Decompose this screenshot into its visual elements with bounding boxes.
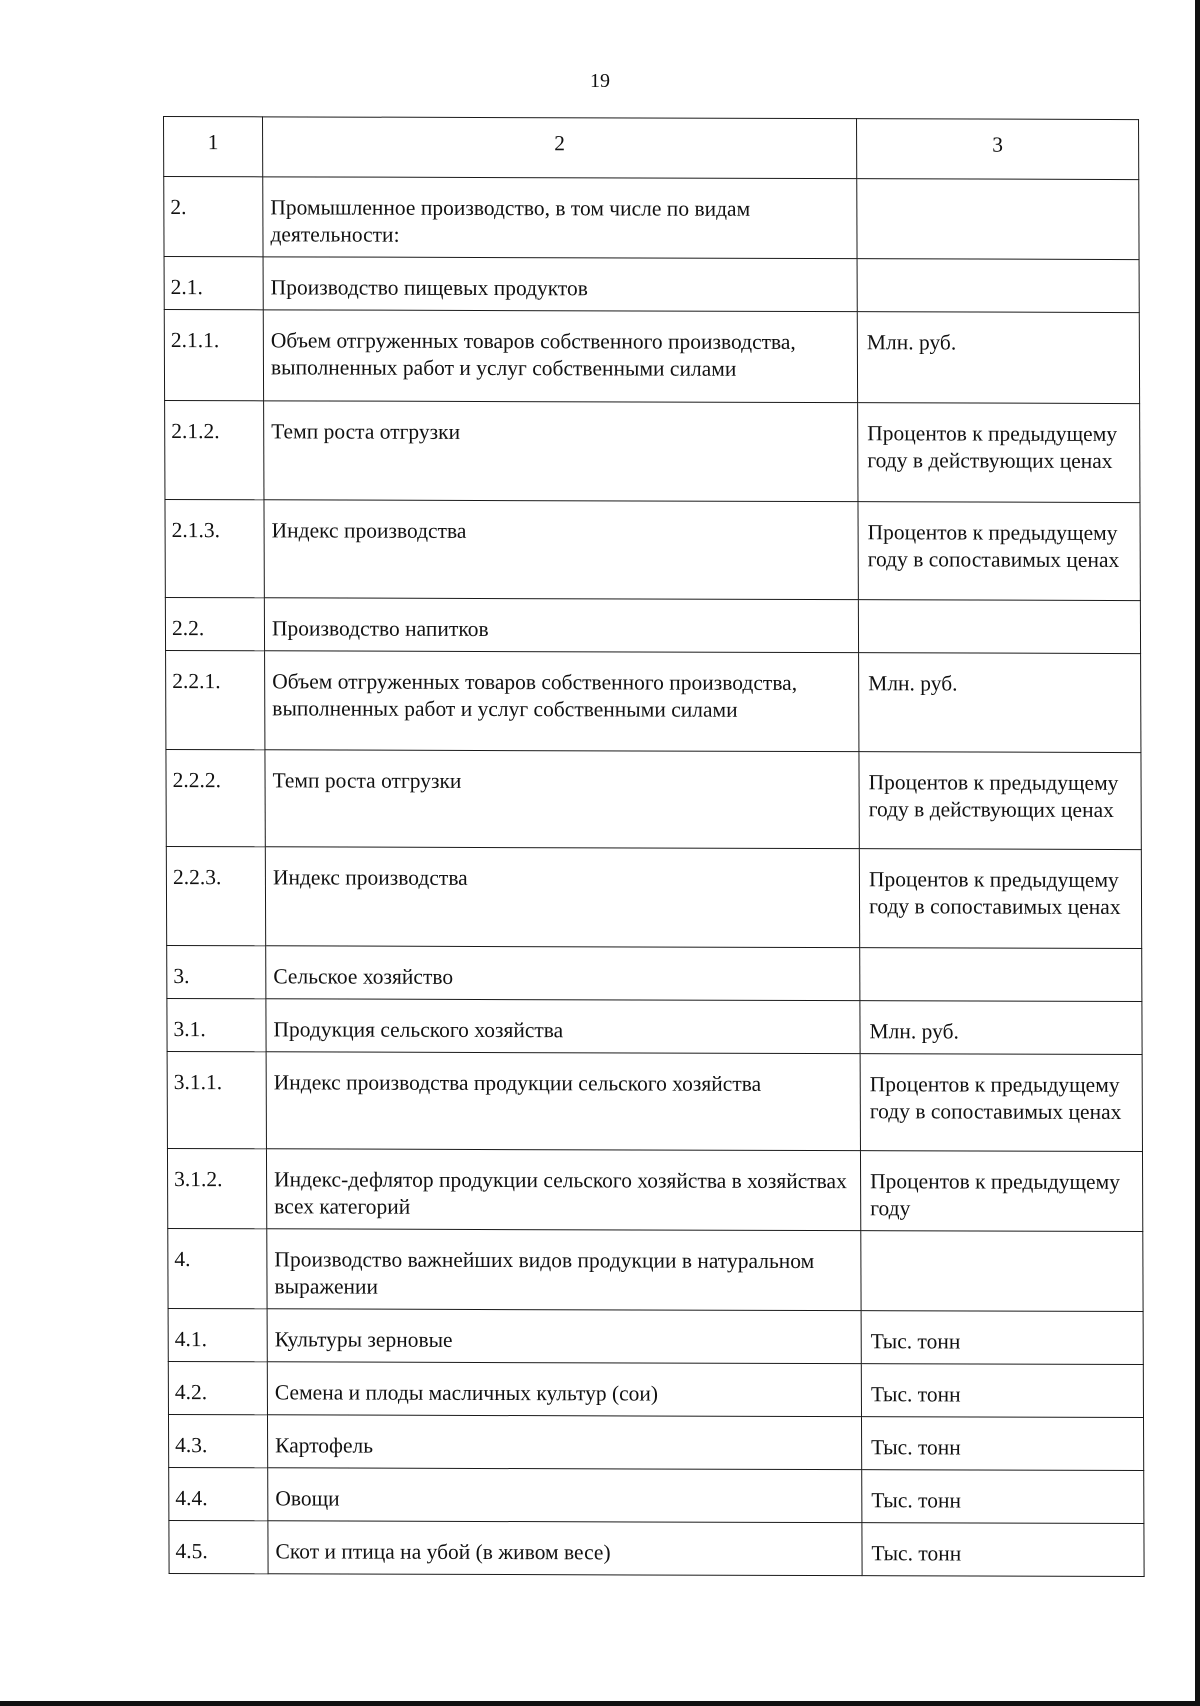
row-indicator-cell: Индекс производства продукции сельского хозяйства — [266, 1052, 860, 1151]
table-row — [165, 597, 1140, 653]
row-number-cell: 4.5. — [169, 1520, 268, 1573]
row-unit-cell — [861, 1231, 1143, 1312]
page-edge-right — [1195, 0, 1200, 1706]
row-number-cell: 2.2.3. — [166, 846, 265, 945]
row-unit-cell: Тыс. тонн — [861, 1417, 1143, 1471]
table-row — [167, 1148, 1142, 1231]
table-row — [164, 177, 1139, 260]
table-row — [168, 1308, 1143, 1364]
row-number-cell: 4.3. — [168, 1414, 267, 1467]
row-number-cell: 2.2. — [165, 597, 264, 650]
row-indicator-cell: Сельское хозяйство — [266, 946, 860, 1001]
row-unit-cell: Процентов к предыдущему году в сопоставимых ценах — [860, 1054, 1142, 1152]
row-number-cell: 4.2. — [168, 1361, 267, 1414]
row-indicator-cell: Темп роста отгрузки — [265, 750, 859, 849]
row-number-cell: 2.2.2. — [166, 749, 265, 846]
row-unit-cell: Тыс. тонн — [862, 1470, 1144, 1524]
row-indicator-cell: Производство напитков — [264, 598, 858, 653]
row-number-cell: 3.1.1. — [167, 1051, 266, 1148]
row-indicator-cell: Производство важнейших видов продукции в натуральном выражении — [267, 1229, 861, 1311]
row-number-cell: 2.2.1. — [166, 650, 265, 749]
header-cell-unit: 3 — [857, 119, 1139, 180]
row-unit-cell: Процентов к предыдущему году — [860, 1151, 1142, 1232]
row-unit-cell: Млн. руб. — [860, 1001, 1142, 1055]
row-unit-cell: Процентов к предыдущему году в сопоставимых ценах — [859, 849, 1141, 949]
table-row — [167, 998, 1142, 1054]
row-number-cell: 4.1. — [168, 1308, 267, 1361]
row-number-cell: 2.1.1. — [164, 310, 263, 401]
table-row — [168, 1414, 1143, 1470]
indicators-table-wrapper — [163, 116, 1144, 1577]
row-number-cell: 2.1.3. — [165, 499, 264, 597]
row-number-cell: 3.1.2. — [167, 1148, 266, 1228]
row-indicator-cell: Объем отгруженных товаров собственного производства, выполненных работ и услуг собственными силами — [263, 310, 857, 403]
row-unit-cell: Процентов к предыдущему году в действующих ценах — [859, 752, 1141, 850]
row-number-cell: 2. — [164, 177, 263, 257]
page-number: 19 — [590, 70, 610, 92]
row-unit-cell: Млн. руб. — [857, 312, 1139, 404]
table-row — [167, 1051, 1142, 1151]
row-number-cell: 4. — [168, 1228, 267, 1308]
row-indicator-cell: Овощи — [268, 1468, 862, 1523]
row-unit-cell: Тыс. тонн — [862, 1523, 1144, 1577]
row-indicator-cell: Картофель — [267, 1415, 861, 1470]
row-unit-cell — [858, 600, 1140, 654]
table-row — [167, 945, 1142, 1001]
indicators-table — [163, 116, 1145, 1577]
row-unit-cell: Процентов к предыдущему году в действующих ценах — [858, 403, 1140, 503]
row-unit-cell — [860, 948, 1142, 1002]
row-number-cell: 3.1. — [167, 998, 266, 1051]
table-row — [169, 1520, 1144, 1576]
row-number-cell: 4.4. — [169, 1467, 268, 1520]
table-row — [169, 1467, 1144, 1523]
row-indicator-cell: Темп роста отгрузки — [264, 401, 858, 502]
table-row — [166, 846, 1141, 948]
row-indicator-cell: Индекс производства — [265, 847, 859, 948]
row-unit-cell: Процентов к предыдущему году в сопоставимых ценах — [858, 502, 1140, 601]
row-indicator-cell: Культуры зерновые — [267, 1309, 861, 1364]
table-row — [164, 257, 1139, 313]
table-row — [166, 749, 1141, 849]
row-number-cell: 3. — [167, 945, 266, 998]
table-row — [165, 499, 1140, 600]
table-row — [168, 1228, 1143, 1311]
row-indicator-cell: Промышленное производство, в том числе по видам деятельности: — [263, 177, 857, 259]
row-indicator-cell: Продукция сельского хозяйства — [266, 999, 860, 1054]
row-unit-cell: Тыс. тонн — [861, 1311, 1143, 1365]
row-unit-cell — [857, 179, 1139, 260]
row-number-cell: 2.1. — [164, 257, 263, 310]
row-indicator-cell: Семена и плоды масличных культур (сои) — [267, 1362, 861, 1417]
table-row — [165, 401, 1140, 503]
table-row — [168, 1361, 1143, 1417]
table-header-row — [164, 117, 1139, 180]
row-indicator-cell: Индекс-дефлятор продукции сельского хозяйства в хозяйствах всех категорий — [266, 1149, 860, 1231]
table-row — [166, 650, 1141, 752]
row-unit-cell — [857, 259, 1139, 313]
row-indicator-cell: Производство пищевых продуктов — [263, 257, 857, 312]
table-row — [164, 310, 1139, 404]
row-indicator-cell: Индекс производства — [264, 500, 858, 600]
row-unit-cell: Тыс. тонн — [861, 1364, 1143, 1418]
header-cell-number: 1 — [164, 117, 263, 177]
header-cell-indicator: 2 — [263, 117, 857, 179]
row-number-cell: 2.1.2. — [165, 401, 264, 500]
row-unit-cell: Млн. руб. — [859, 653, 1141, 753]
row-indicator-cell: Объем отгруженных товаров собственного производства, выполненных работ и услуг собственными силами — [265, 651, 859, 752]
row-indicator-cell: Скот и птица на убой (в живом весе) — [268, 1521, 862, 1576]
page-edge-bottom — [0, 1701, 1200, 1706]
